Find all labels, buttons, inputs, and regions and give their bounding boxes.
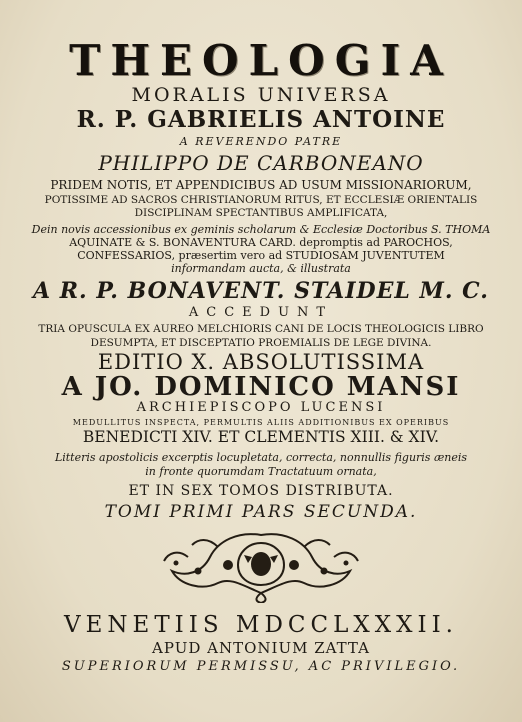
accedunt-line: ACCEDUNT — [188, 305, 334, 320]
book-subtitle: MORALIS UNIVERSA — [131, 84, 391, 106]
aquinate-line: AQUINATE & S. BONAVENTURA CARD. depromptis ad PAROCHOS, — [69, 236, 453, 249]
place-date-line: VENETIIS MDCCLXXXII. — [64, 612, 458, 638]
litteris-line: Litteris apostolicis excerptis locupletata, correcta, nonnullis figuris æneis — [54, 451, 468, 464]
archiepiscopo-line: ARCHIEPISCOPO LUCENSI — [136, 400, 386, 415]
benedicti-line: BENEDICTI XIV. ET CLEMENTIS XIII. & XIV. — [82, 428, 440, 446]
desumpta-line: DESUMPTA, ET DISCEPTATIO PROEMIALIS DE LEGE DIVINA. — [90, 337, 432, 349]
a-reverendo-line: A REVERENDO PATRE — [179, 135, 343, 148]
confessarios-line: CONFESSARIOS, præsertim vero ad STUDIOSAM JUVENTUTEM — [77, 249, 445, 262]
book-title: THEOLOGIA — [69, 36, 453, 85]
pridem-line: PRIDEM NOTIS, ET APPENDICIBUS AD USUM MISSIONARIORUM, — [50, 178, 472, 192]
privilege-line: SUPERIORUM PERMISSU, AC PRIVILEGIO. — [61, 659, 461, 674]
editio-line: EDITIO X. ABSOLUTISSIMA — [97, 350, 425, 374]
tria-line: TRIA OPUSCULA EX AUREO MELCHIORIS CANI DE LOCIS THEOLOGICIS LIBRO — [38, 323, 484, 335]
author-line: R. P. GABRIELIS ANTOINE — [76, 106, 446, 133]
disciplinam-line: DISCIPLINAM SPECTANTIBUS AMPLIFICATA, — [134, 207, 388, 219]
editor-staidel: A R. P. BONAVENT. STAIDEL M. C. — [33, 278, 489, 304]
potissime-line: POTISSIME AD SACROS CHRISTIANORUM RITUS, ET ECCLESIÆ ORIENTALIS — [44, 194, 478, 206]
editor-mansi: A JO. DOMINICO MANSI — [61, 372, 461, 402]
distributa-line: ET IN SEX TOMOS DISTRIBUTA. — [128, 483, 394, 499]
editor-carboneano: PHILIPPO DE CARBONEANO — [98, 151, 424, 175]
dein-line: Dein novis accessionibus ex geminis scholarum & Ecclesiæ Doctoribus S. THOMA — [31, 223, 491, 236]
printers-ornament-icon — [158, 527, 364, 603]
informandam-line: informandam aucta, & illustrata — [171, 262, 351, 275]
printer-line: APUD ANTONIUM ZATTA — [152, 639, 370, 657]
in-fronte-line: in fronte quorumdam Tractatuum ornata, — [145, 465, 377, 478]
volume-part-line: TOMI PRIMI PARS SECUNDA. — [104, 502, 418, 522]
medullitus-line: MEDULLITUS INSPECTA, PERMULTIS ALIIS ADDITIONIBUS EX OPERIBUS — [72, 418, 450, 427]
